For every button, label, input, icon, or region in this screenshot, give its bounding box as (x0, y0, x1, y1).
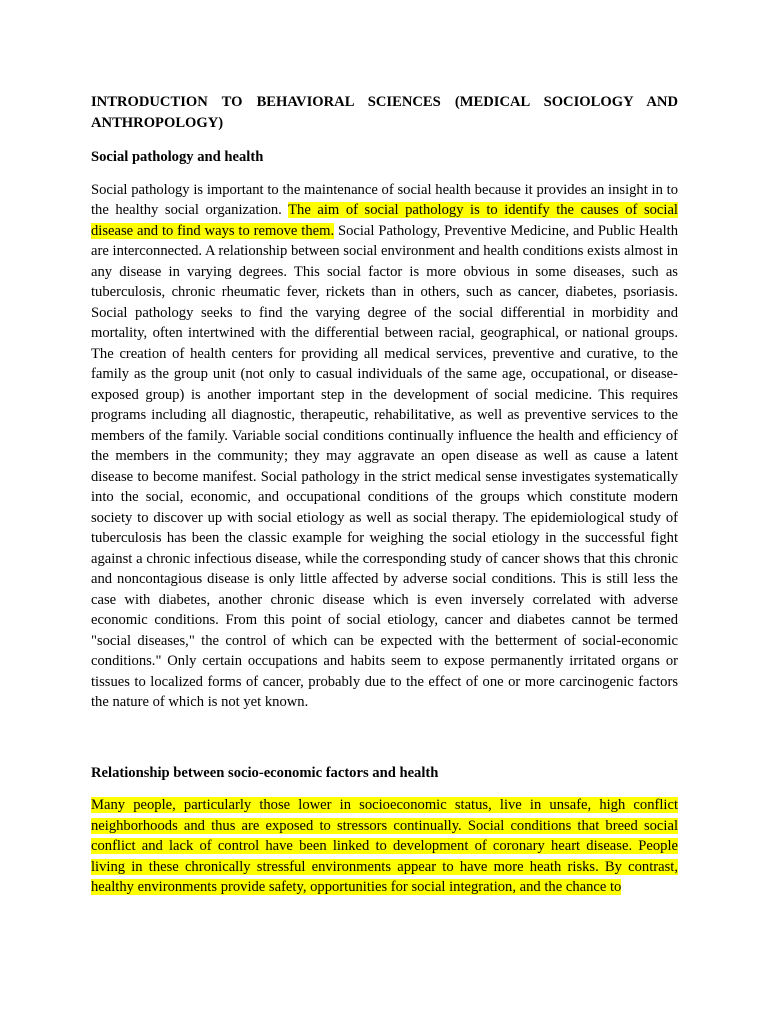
section-heading-socio-economic: Relationship between socio-economic factors and health (91, 764, 439, 781)
highlighted-text: Many people, particularly those lower in socioeconomic status, live in unsafe, high conflict neighborhoods and thus are exposed to stressors continually. Social conditions that breed social conflict and lack of control have been linked to development of coronary heart disease. People living in these chronically stressful environments appear to have more heath risks. By contrast, healthy environments provide safety, opportunities for social integration, and the chance to (91, 797, 678, 895)
highlighted-text: The aim of social pathology is to identify the causes of social disease and to find ways to remove them. (91, 202, 678, 239)
paragraph-text: Social pathology is important to the maintenance of social health because it provides an insight in to the healthy social organization. (91, 181, 678, 218)
document-title: INTRODUCTION TO BEHAVIORAL SCIENCES (MEDICAL SOCIOLOGY AND ANTHROPOLOGY) (91, 94, 678, 131)
paragraph-socio-economic (91, 795, 678, 898)
paragraph-social-pathology (91, 180, 678, 713)
document-page (91, 92, 678, 898)
paragraph-text: Social Pathology, Preventive Medicine, and Public Health are interconnected. A relationship between social environment and health conditions exists almost in any disease in varying degrees. This social factor is more obvious in some diseases, such as tuberculosis, chronic rheumatic fever, rickets than in others, such as cancer, diabetes, psoriasis. Social pathology seeks to find the varying degree of the social differential in morbidity and mortality, often intertwined with the differential between racial, geographical, or national groups. The creation of health centers for providing all medical services, preventive and curative, to the family as the group unit (not only to casual individuals of the same age, occupational, or disease-exposed group) is another important step in the development of social medicine. This requires programs including all diagnostic, therapeutic, rehabilitative, as well as preventive services to the members of the family. Variable social conditions continually influence the health and efficiency of the members in the community; they may aggravate an open disease as well as cause a latent disease to become manifest. Social pathology in the strict medical sense investigates systematically into the social, economic, and occupational conditions of the groups which constitute modern society to discover up with social etiology as well as social therapy. The epidemiological study of tuberculosis has been the classic example for weighing the social etiology in the successful fight against a chronic infectious disease, while the corresponding study of cancer shows that this chronic and noncontagious disease is only little affected by adverse social conditions. This is still less the case with diabetes, another chronic disease which is even inversely correlated with adverse economic conditions. From this point of social etiology, cancer and diabetes cannot be termed "social diseases," the control of which can be expected with the betterment of social-economic conditions." Only certain occupations and habits seem to expose permanently irritated organs or tissues to localized forms of cancer, probably due to the effect of one or more carcinogenic factors the nature of which is not yet known. (91, 222, 679, 710)
section-heading-social-pathology: Social pathology and health (91, 149, 264, 165)
